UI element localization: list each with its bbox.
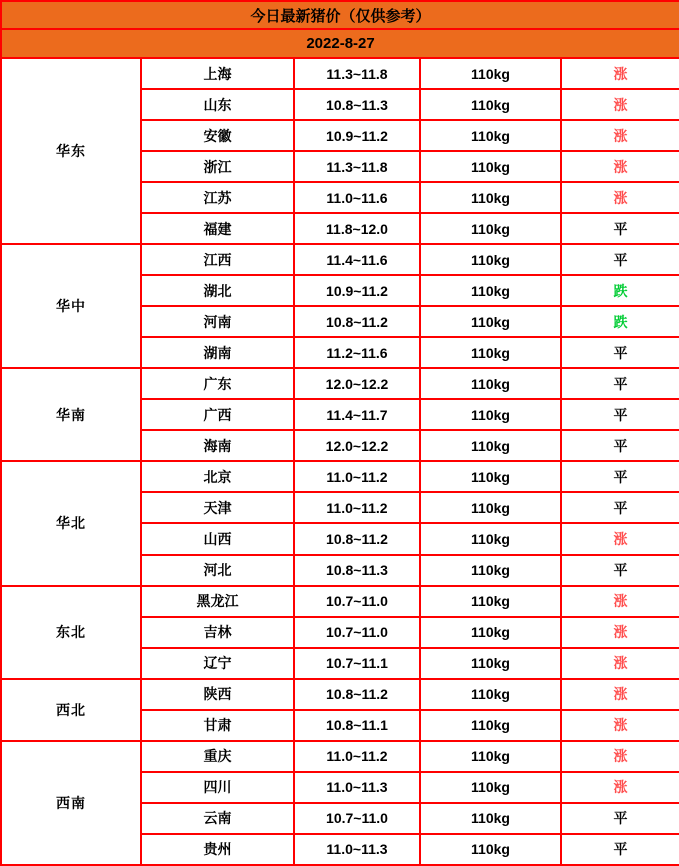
trend-cell: 平 — [561, 368, 679, 399]
weight-cell: 110kg — [420, 89, 561, 120]
province-cell: 甘肃 — [141, 710, 294, 741]
trend-cell: 平 — [561, 244, 679, 275]
province-cell: 重庆 — [141, 741, 294, 772]
weight-cell: 110kg — [420, 555, 561, 586]
table-date-row — [1, 29, 679, 58]
price-range-cell: 12.0~12.2 — [294, 430, 420, 461]
province-cell: 广西 — [141, 399, 294, 430]
price-range-cell: 11.0~11.2 — [294, 492, 420, 523]
price-range-cell: 11.0~11.2 — [294, 741, 420, 772]
weight-cell: 110kg — [420, 679, 561, 710]
weight-cell: 110kg — [420, 803, 561, 834]
trend-cell: 涨 — [561, 58, 679, 89]
province-cell: 江西 — [141, 244, 294, 275]
trend-cell: 平 — [561, 555, 679, 586]
price-range-cell: 12.0~12.2 — [294, 368, 420, 399]
price-range-cell: 11.3~11.8 — [294, 58, 420, 89]
province-cell: 云南 — [141, 803, 294, 834]
trend-cell: 平 — [561, 492, 679, 523]
price-range-cell: 10.8~11.3 — [294, 555, 420, 586]
province-cell: 福建 — [141, 213, 294, 244]
region-cell: 西南 — [1, 741, 141, 865]
trend-cell: 涨 — [561, 586, 679, 617]
province-cell: 海南 — [141, 430, 294, 461]
region-cell: 华北 — [1, 461, 141, 585]
region-cell: 东北 — [1, 586, 141, 679]
trend-cell: 平 — [561, 430, 679, 461]
table-row — [1, 741, 679, 772]
page-title: 今日最新猪价（仅供参考） — [1, 1, 679, 29]
province-cell: 安徽 — [141, 120, 294, 151]
weight-cell: 110kg — [420, 306, 561, 337]
trend-cell: 平 — [561, 213, 679, 244]
trend-cell: 涨 — [561, 772, 679, 803]
trend-cell: 涨 — [561, 648, 679, 679]
price-range-cell: 10.9~11.2 — [294, 275, 420, 306]
weight-cell: 110kg — [420, 430, 561, 461]
weight-cell: 110kg — [420, 648, 561, 679]
price-range-cell: 10.8~11.3 — [294, 89, 420, 120]
province-cell: 贵州 — [141, 834, 294, 865]
province-cell: 广东 — [141, 368, 294, 399]
province-cell: 北京 — [141, 461, 294, 492]
trend-cell: 涨 — [561, 679, 679, 710]
table-title-row — [1, 1, 679, 29]
weight-cell: 110kg — [420, 710, 561, 741]
price-range-cell: 11.0~11.3 — [294, 772, 420, 803]
table-row — [1, 58, 679, 89]
province-cell: 湖南 — [141, 337, 294, 368]
weight-cell: 110kg — [420, 151, 561, 182]
price-range-cell: 10.8~11.2 — [294, 679, 420, 710]
province-cell: 黑龙江 — [141, 586, 294, 617]
trend-cell: 涨 — [561, 89, 679, 120]
weight-cell: 110kg — [420, 120, 561, 151]
price-range-cell: 11.8~12.0 — [294, 213, 420, 244]
price-range-cell: 10.7~11.0 — [294, 803, 420, 834]
trend-cell: 涨 — [561, 151, 679, 182]
province-cell: 湖北 — [141, 275, 294, 306]
price-range-cell: 10.7~11.0 — [294, 617, 420, 648]
province-cell: 山东 — [141, 89, 294, 120]
table-row — [1, 244, 679, 275]
price-range-cell: 11.2~11.6 — [294, 337, 420, 368]
trend-cell: 涨 — [561, 741, 679, 772]
table-row — [1, 586, 679, 617]
province-cell: 四川 — [141, 772, 294, 803]
weight-cell: 110kg — [420, 368, 561, 399]
trend-cell: 平 — [561, 399, 679, 430]
price-range-cell: 10.8~11.1 — [294, 710, 420, 741]
region-cell: 华中 — [1, 244, 141, 368]
trend-cell: 涨 — [561, 617, 679, 648]
weight-cell: 110kg — [420, 772, 561, 803]
province-cell: 上海 — [141, 58, 294, 89]
date-label: 2022-8-27 — [1, 29, 679, 58]
trend-cell: 涨 — [561, 710, 679, 741]
region-cell: 华南 — [1, 368, 141, 461]
trend-cell: 平 — [561, 803, 679, 834]
table-row — [1, 461, 679, 492]
table-row — [1, 679, 679, 710]
price-range-cell: 10.8~11.2 — [294, 523, 420, 554]
price-range-cell: 11.4~11.7 — [294, 399, 420, 430]
weight-cell: 110kg — [420, 834, 561, 865]
province-cell: 浙江 — [141, 151, 294, 182]
weight-cell: 110kg — [420, 399, 561, 430]
province-cell: 山西 — [141, 523, 294, 554]
trend-cell: 平 — [561, 834, 679, 865]
weight-cell: 110kg — [420, 461, 561, 492]
weight-cell: 110kg — [420, 617, 561, 648]
trend-cell: 涨 — [561, 182, 679, 213]
price-range-cell: 11.4~11.6 — [294, 244, 420, 275]
province-cell: 河北 — [141, 555, 294, 586]
weight-cell: 110kg — [420, 523, 561, 554]
price-range-cell: 10.7~11.0 — [294, 586, 420, 617]
province-cell: 河南 — [141, 306, 294, 337]
price-range-cell: 10.9~11.2 — [294, 120, 420, 151]
province-cell: 江苏 — [141, 182, 294, 213]
weight-cell: 110kg — [420, 244, 561, 275]
region-cell: 西北 — [1, 679, 141, 741]
province-cell: 天津 — [141, 492, 294, 523]
trend-cell: 平 — [561, 461, 679, 492]
weight-cell: 110kg — [420, 492, 561, 523]
weight-cell: 110kg — [420, 275, 561, 306]
price-range-cell: 10.7~11.1 — [294, 648, 420, 679]
table-row — [1, 368, 679, 399]
trend-cell: 跌 — [561, 275, 679, 306]
region-cell: 华东 — [1, 58, 141, 244]
province-cell: 陕西 — [141, 679, 294, 710]
trend-cell: 跌 — [561, 306, 679, 337]
price-range-cell: 11.0~11.6 — [294, 182, 420, 213]
price-range-cell: 11.0~11.2 — [294, 461, 420, 492]
price-range-cell: 11.3~11.8 — [294, 151, 420, 182]
weight-cell: 110kg — [420, 586, 561, 617]
weight-cell: 110kg — [420, 741, 561, 772]
weight-cell: 110kg — [420, 182, 561, 213]
province-cell: 吉林 — [141, 617, 294, 648]
province-cell: 辽宁 — [141, 648, 294, 679]
weight-cell: 110kg — [420, 337, 561, 368]
trend-cell: 涨 — [561, 523, 679, 554]
weight-cell: 110kg — [420, 213, 561, 244]
price-range-cell: 11.0~11.3 — [294, 834, 420, 865]
weight-cell: 110kg — [420, 58, 561, 89]
trend-cell: 平 — [561, 337, 679, 368]
trend-cell: 涨 — [561, 120, 679, 151]
price-range-cell: 10.8~11.2 — [294, 306, 420, 337]
